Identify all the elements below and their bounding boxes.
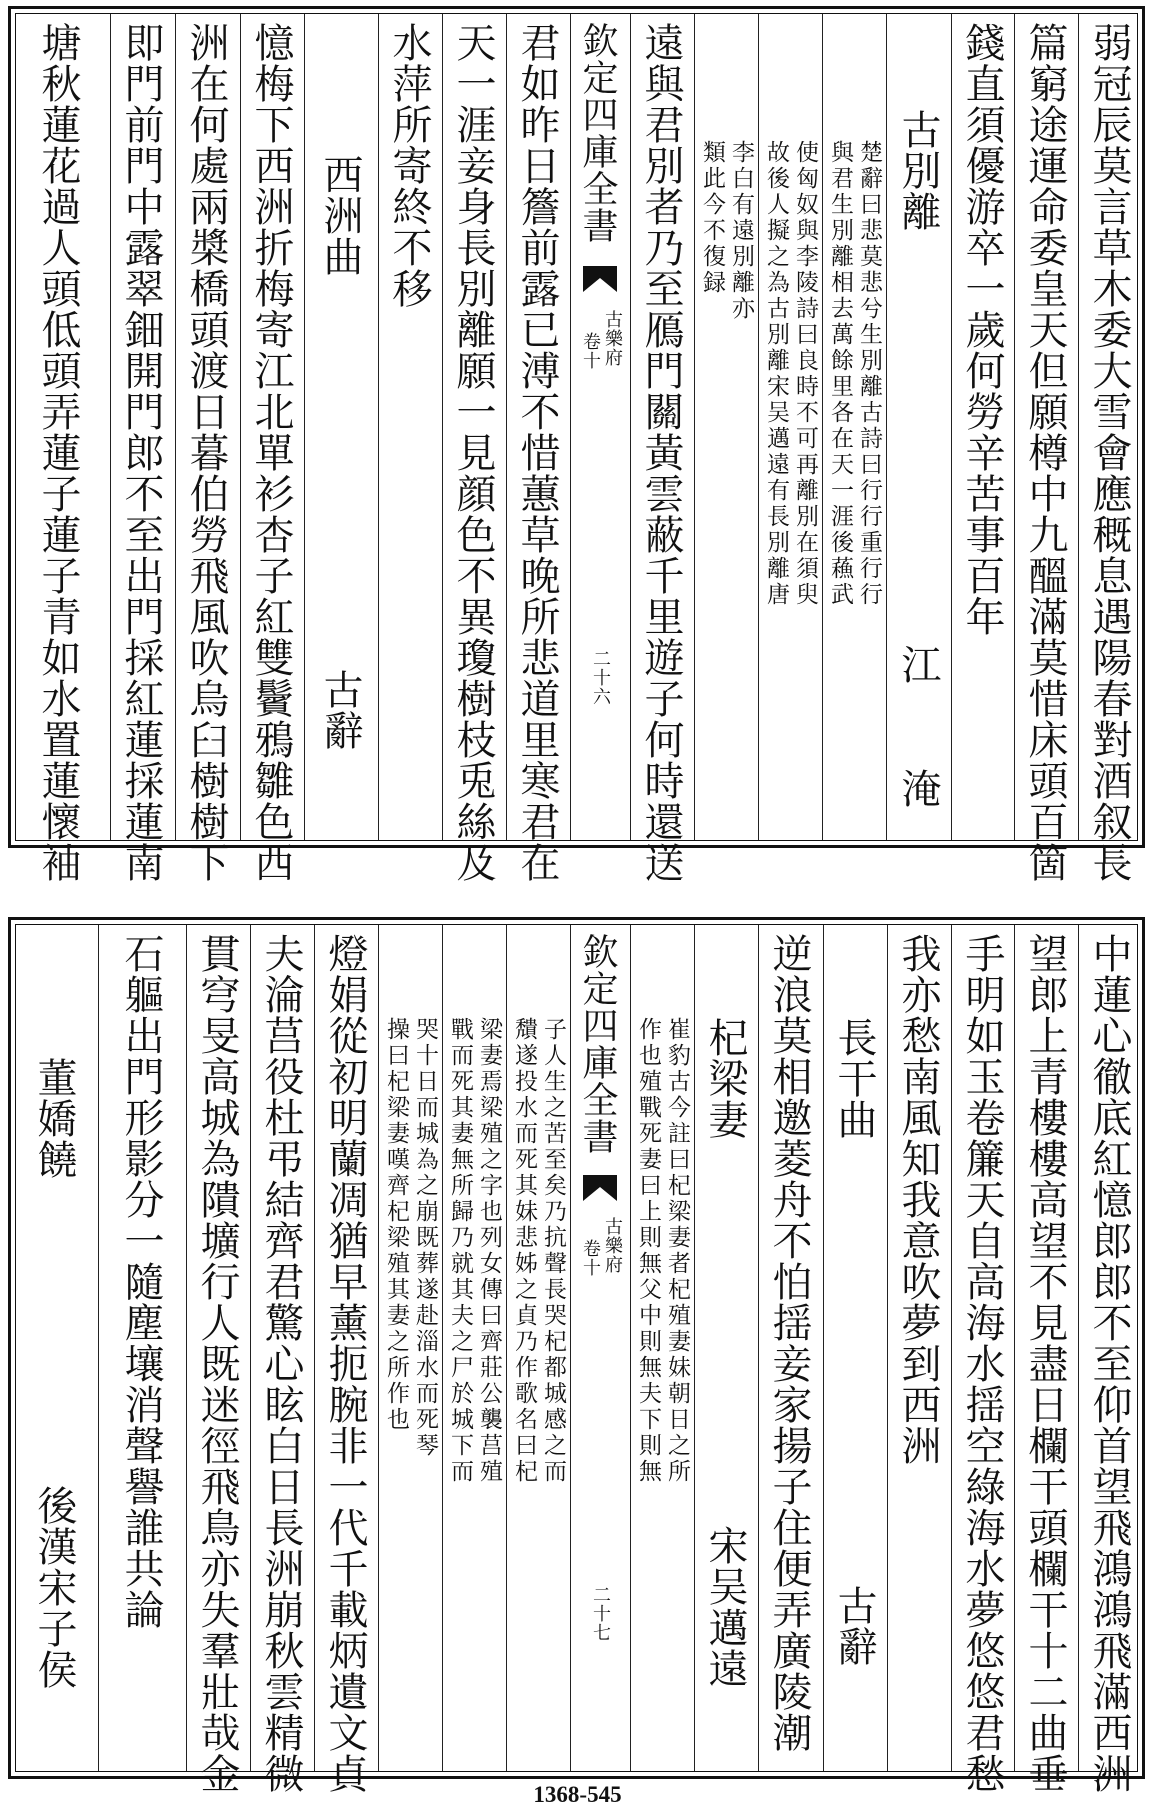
- text-column: [314, 925, 378, 1794]
- poem-author: 後漢宋子侯: [31, 1485, 77, 1690]
- text-column: [887, 925, 951, 1771]
- poem-heading-column: [886, 14, 951, 840]
- poem-title: 杞梁妻: [702, 1017, 748, 1140]
- poem-title: 古別離: [895, 109, 941, 232]
- bottom-text-frame: [15, 924, 1138, 1794]
- text-line: 手明如玉卷簾天自高海水揺空綠海水夢悠悠君愁: [959, 933, 1005, 1794]
- text-line: 夫淪莒役杜弔結齊君驚心眩白日長洲崩秋雲精微: [258, 933, 304, 1794]
- note-line: 楚辭曰悲莫悲兮生別離古詩曰行行重行行: [856, 140, 882, 608]
- text-column: [110, 14, 175, 883]
- text-line: 弱冠辰莫言草木委大雪會應穊息遇陽春對酒叙長: [1086, 22, 1132, 883]
- poem-author: 古辭: [831, 1585, 877, 1667]
- text-line: 洲在何處兩槳橋頭渡日暮伯勞飛風吹烏臼樹樹下: [183, 22, 229, 883]
- text-line: 即門前門中露翠鈿開門郎不至出門採紅蓮採蓮南: [118, 22, 164, 883]
- note-line: 梁妻焉梁殖之字也列女傳曰齊莊公襲莒殖: [476, 1017, 502, 1485]
- note-column: [442, 925, 506, 1771]
- poem-title: 長干曲: [831, 1017, 877, 1140]
- top-text-frame: [15, 13, 1138, 883]
- note-line: 與君生別離相去萬餘里各在天一涯後蘓武: [827, 140, 853, 608]
- note-line: 使匈奴與李陵詩曰良時不可再離別在須臾: [792, 140, 818, 608]
- poem-title: 董嬌饒: [31, 1057, 77, 1180]
- note-line: 戰而死其妻無所歸乃就其夫之尸於城下而: [447, 1017, 473, 1485]
- section-label: 古樂府: [602, 1217, 623, 1274]
- poem-author: 古辭: [317, 669, 363, 751]
- bottom-page: [8, 917, 1145, 1794]
- text-column: [1014, 925, 1078, 1794]
- book-title: 欽定四庫全書: [577, 22, 618, 244]
- top-page: [8, 6, 1145, 883]
- text-line: 貫穹旻高城為隤壙行人既迷徑飛鳥亦失羣壯哉金: [194, 933, 240, 1794]
- text-line: 石軀出門形影分一隨塵壤消聲譽誰共論: [118, 933, 164, 1630]
- text-column: [186, 925, 250, 1794]
- poem-author: 宋吴邁遠: [702, 1525, 748, 1689]
- note-column: [506, 925, 570, 1771]
- text-column: [1014, 14, 1078, 883]
- poem-author: 江 淹: [895, 644, 941, 830]
- text-column: [1078, 14, 1141, 883]
- text-line: 水萍所寄終不移: [386, 22, 432, 309]
- note-line: 崔豹古今註曰杞梁妻者杞殖妻妹朝日之所: [664, 1017, 690, 1485]
- text-column: [442, 14, 506, 883]
- note-column: [694, 14, 758, 840]
- text-line: 中蓮心徹底紅憶郎郎不至仰首望飛鴻鴻飛滿西洲: [1086, 933, 1132, 1794]
- text-line: 我亦愁南風知我意吹夢到西洲: [895, 933, 941, 1466]
- text-column: [951, 14, 1014, 840]
- note-column: [822, 14, 886, 840]
- text-column: [951, 925, 1014, 1794]
- text-line: 燈娟從初明蘭凋猶早薰扼腕非一代千載炳遺文貞: [322, 933, 368, 1794]
- poem-title: 西洲曲: [317, 154, 363, 277]
- section-label: 古樂府: [602, 310, 623, 367]
- poem-heading-column: [823, 925, 887, 1771]
- text-line: 遠與君別者乃至鴈門關黃雲蔽千里遊子何時還送: [638, 22, 684, 883]
- note-column: [758, 14, 822, 840]
- text-column: [240, 14, 304, 883]
- note-column: [378, 925, 442, 1771]
- text-line: 憶梅下西洲折梅寄江北單衫杏子紅雙鬢鴉雛色西: [248, 22, 294, 883]
- text-line: 塘秋蓮花過人頭低頭弄蓮子蓮子青如水置蓮懷袖: [35, 22, 81, 883]
- text-column: [506, 14, 570, 883]
- text-line: 君如昨日簷前露已溥不惜蕙草晚所悲道里寒君在: [514, 22, 560, 883]
- poem-heading-column: [694, 925, 758, 1771]
- note-line: 子人生之苦至矣乃抗聲長哭杞都城感之而: [540, 1017, 566, 1485]
- center-fold-column: [570, 14, 630, 840]
- text-column: [16, 14, 110, 883]
- volume-label: 卷十: [580, 1239, 601, 1277]
- text-line: 逆浪莫相邀菱舟不怕揺妾家揚子住便弄廣陵潮: [766, 933, 812, 1753]
- book-title: 欽定四庫全書: [577, 933, 618, 1155]
- text-column: [630, 14, 694, 883]
- fishtail-mark-icon: [583, 266, 617, 292]
- volume-label: 卷十: [580, 332, 601, 370]
- note-line: 哭十日而城為之崩既葬遂赴淄水而死琴: [412, 1017, 438, 1459]
- note-line: 李白有遠別離亦: [728, 140, 754, 322]
- text-column: [758, 925, 823, 1771]
- folio-number: 二十六: [590, 649, 611, 706]
- text-column: [98, 925, 186, 1771]
- folio-number: 二十七: [590, 1585, 611, 1642]
- note-line: 故後人擬之為古別離宋吴邁遠有長別離唐: [763, 140, 789, 608]
- note-column: [630, 925, 694, 1771]
- text-line: 篇窮途運命委皇天但願樽中九醞滿莫惜床頭百箇: [1022, 22, 1068, 883]
- text-column: [250, 925, 314, 1794]
- fishtail-mark-icon: [583, 1175, 617, 1201]
- page-number: 1368-545: [533, 1782, 622, 1807]
- text-line: 天一涯妾身長別離願一見顔色不異瓊樹枝兎絲及: [450, 22, 496, 883]
- note-line: 類此今不復録: [699, 140, 725, 296]
- note-line: 穨遂投水而死其妹悲姊之貞乃作歌名曰杞: [511, 1017, 537, 1485]
- text-line: 望郎上青樓樓高望不見盡日欄干頭欄干十二曲垂: [1022, 933, 1068, 1794]
- note-line: 作也殖戰死妻曰上則無父中則無夫下則無: [635, 1017, 661, 1485]
- text-column: [175, 14, 240, 883]
- text-column: [378, 14, 442, 840]
- center-fold-column: [570, 925, 630, 1771]
- poem-heading-column: [304, 14, 378, 840]
- text-line: 錢直須優游卒一歲何勞辛苦事百年: [959, 22, 1005, 637]
- note-line: 操曰杞梁妻嘆齊杞梁殖其妻之所作也: [383, 1017, 409, 1433]
- text-column: [1078, 925, 1141, 1794]
- poem-heading-column: [16, 925, 98, 1771]
